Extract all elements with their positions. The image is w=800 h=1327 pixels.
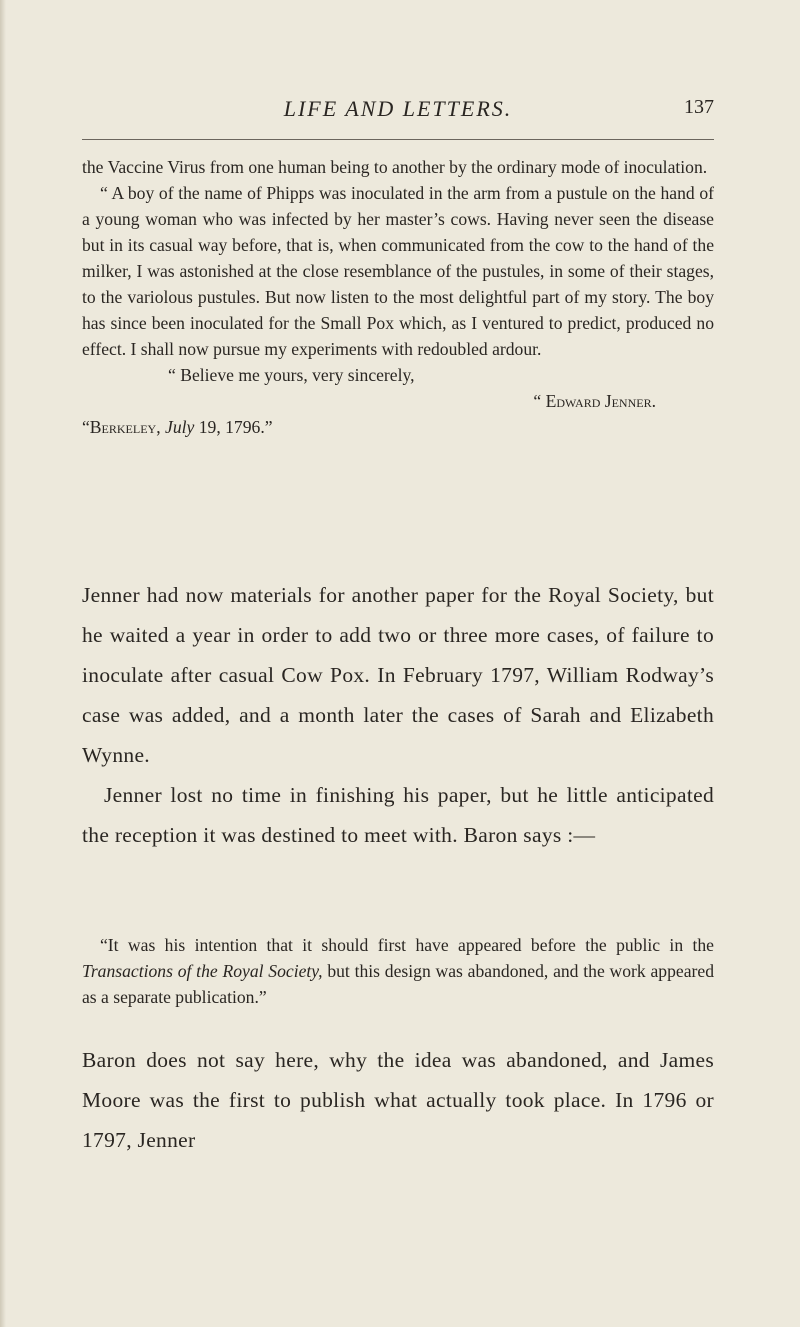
letter-date-rest: 19, 1796.” xyxy=(198,417,273,437)
page-number: 137 xyxy=(684,96,714,118)
paragraph-jenner-materials: Jenner had now materials for another paper for the Royal Society, but he waited a year in order to add two or three more cases, of failure to inoculate after casual Cow Pox. In February 1797, William Rodway’s case was added, and a month later the cases of Sarah and Elizabeth Wynne. xyxy=(82,583,714,767)
running-title: LIFE AND LETTERS. xyxy=(283,96,513,121)
letter-date-month: July xyxy=(165,417,195,437)
body-text-1 xyxy=(82,575,714,855)
letter-place: “Berkeley, xyxy=(82,417,161,437)
paragraph-baron-does-not-say: Baron does not say here, why the idea was abandoned, and James Moore was the first to publish what actually took place. In 1796 or 1797, Jenner xyxy=(82,1048,714,1152)
baron-quote-paragraph xyxy=(82,932,714,1010)
baron-quote-title: Transactions of the Royal Society, xyxy=(82,961,323,981)
paragraph-jenner-paper: Jenner lost no time in finishing his paper, but he little anticipated the reception it was destined to meet with. Baron says :— xyxy=(82,783,714,847)
letter-date xyxy=(82,414,273,440)
letter-signature-line xyxy=(82,388,714,414)
letter-paragraph-1: the Vaccine Virus from one human being to another by the ordinary mode of inoculation. xyxy=(82,157,708,177)
letter-signature: “ Edward Jenner. xyxy=(533,391,656,411)
baron-quote-after: but this design was abandoned, and the work appeared as a separate publication.” xyxy=(82,961,714,1007)
letter-paragraph-2: “ A boy of the name of Phipps was inoculated in the arm from a pustule on the hand of a young woman who was infected by her master’s cows. Having never seen the disease but in its casual way before, that is, when communicated from the cow to the hand of the milker, I was astonished at the close resemblance of the pustules, in some of their stages, to the variolous pustules. But now listen to the most delightful part of my story. The boy has since been inoculated for the Small Pox which, as I ventured to predict, produced no effect. I shall now pursue my experiments with redoubled ardour. xyxy=(82,183,714,359)
running-header xyxy=(82,96,714,126)
page-edge xyxy=(0,0,6,1327)
letter-closing-line xyxy=(82,362,714,388)
letter-quotation xyxy=(82,154,714,440)
letter-closing: “ Believe me yours, very sincerely, xyxy=(168,365,415,385)
baron-quotation xyxy=(82,932,714,1010)
body-text-2 xyxy=(82,1040,714,1160)
letter-dateline xyxy=(82,414,714,440)
baron-quote-before: “It was his intention that it should first have appeared before the public in the xyxy=(100,935,714,955)
header-rule xyxy=(82,139,714,140)
